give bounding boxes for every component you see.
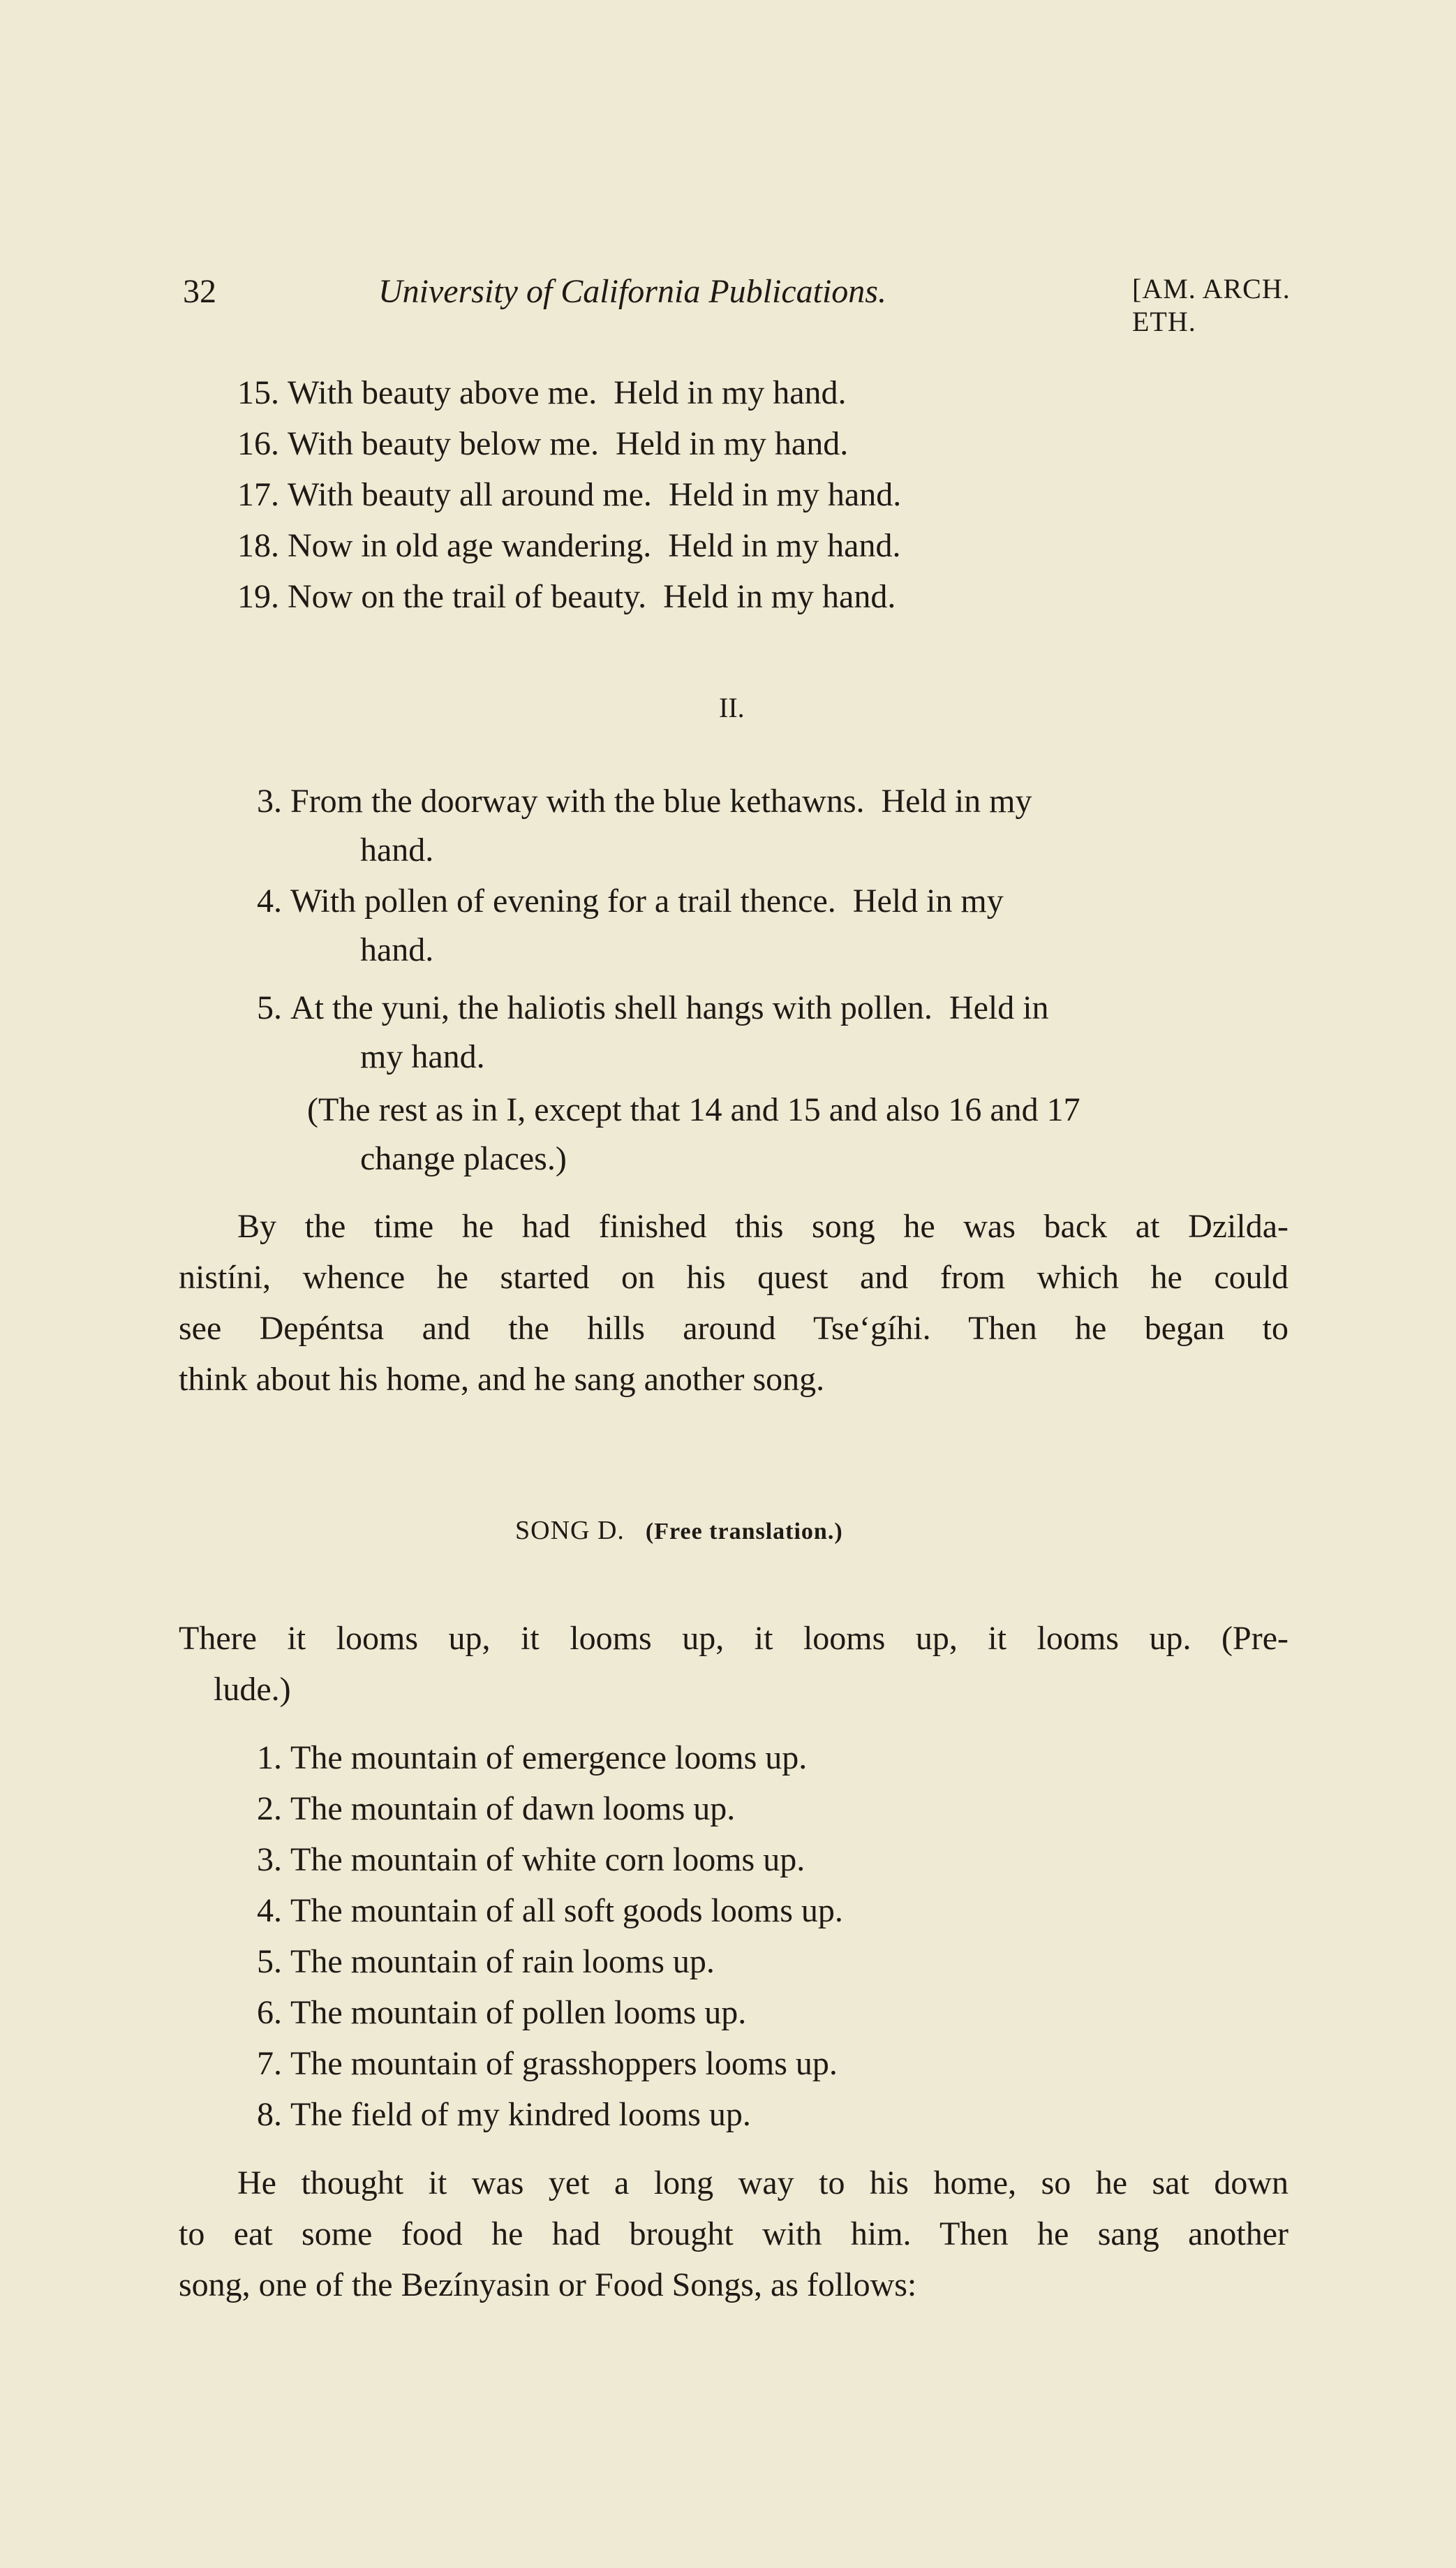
- item-number: 6.: [257, 1994, 282, 2031]
- item-text: The mountain of dawn looms up.: [290, 1790, 736, 1827]
- list-item: [257, 1993, 746, 2032]
- list-item: [257, 2044, 838, 2083]
- prelude-line: There it looms up, it looms up, it looms up, it looms up. (Pre-: [179, 1620, 1288, 1657]
- item-text: Now on the trail of beauty. Held in my hand.: [288, 578, 896, 615]
- list-item: [257, 1942, 715, 1982]
- item-text: Now in old age wandering. Held in my hand.: [288, 527, 901, 564]
- list-item: [257, 2095, 751, 2134]
- list-item: [257, 989, 1049, 1028]
- item-number: 17.: [237, 476, 279, 513]
- item-number: 4.: [257, 1892, 282, 1929]
- paragraph: [179, 1201, 1288, 1405]
- list-item-continuation: hand.: [360, 931, 434, 968]
- item-number: 18.: [237, 527, 279, 564]
- item-text: The mountain of white corn looms up.: [290, 1841, 805, 1878]
- song-heading: [515, 1515, 843, 1546]
- list-item: [237, 475, 901, 515]
- list-item-continuation: my hand.: [360, 1038, 485, 1075]
- section-heading: II.: [719, 692, 745, 723]
- item-text: With beauty all around me. Held in my hand.: [288, 476, 902, 513]
- item-text: From the doorway with the blue kethawns. Held in my: [290, 783, 1032, 820]
- list-item: [257, 882, 1004, 921]
- note-continuation: change places.): [360, 1140, 567, 1177]
- series-abbreviation: [AM. ARCH. ETH.: [1132, 273, 1291, 337]
- song-title: SONG D.: [515, 1516, 625, 1545]
- item-number: 15.: [237, 374, 279, 411]
- item-text: The mountain of grasshoppers looms up.: [290, 2045, 838, 2082]
- item-number: 7.: [257, 2045, 282, 2082]
- item-text: The mountain of pollen looms up.: [290, 1994, 747, 2031]
- item-number: 19.: [237, 578, 279, 615]
- prelude: [179, 1613, 1288, 1715]
- item-text: With beauty below me. Held in my hand.: [288, 425, 849, 462]
- item-number: 1.: [257, 1739, 282, 1776]
- prelude-line: lude.): [214, 1671, 291, 1708]
- item-number: 3.: [257, 783, 282, 820]
- publication-title: University of California Publications.: [378, 273, 886, 310]
- paragraph-line: By the time he had finished this song he was back at Dzilda-: [237, 1208, 1288, 1245]
- paragraph: [179, 2157, 1288, 2310]
- paragraph-line: to eat some food he had brought with him. Then he sang another: [179, 2215, 1288, 2252]
- list-item: [257, 1891, 843, 1931]
- item-number: 4.: [257, 883, 282, 920]
- paragraph-line: see Depéntsa and the hills around Tse‘gíhi. Then he began to: [179, 1310, 1288, 1347]
- list-item-continuation: hand.: [360, 832, 434, 869]
- paragraph-line: think about his home, and he sang another song.: [179, 1361, 825, 1398]
- song-subtitle: (Free translation.): [645, 1519, 843, 1544]
- item-text: The mountain of emergence looms up.: [290, 1739, 808, 1776]
- running-header: [183, 272, 1300, 337]
- paragraph-line: song, one of the Bezínyasin or Food Songs, as follows:: [179, 2266, 917, 2303]
- list-item: [257, 1840, 805, 1880]
- list-item: [237, 577, 896, 617]
- item-number: 16.: [237, 425, 279, 462]
- list-item: [257, 782, 1032, 821]
- item-text: The field of my kindred looms up.: [290, 2096, 751, 2133]
- item-text: With pollen of evening for a trail thence. Held in my: [290, 883, 1004, 920]
- list-item: [257, 1739, 807, 1778]
- list-item: [237, 526, 900, 566]
- item-number: 5.: [257, 989, 282, 1026]
- list-item: [237, 425, 848, 464]
- item-number: 3.: [257, 1841, 282, 1878]
- item-text: With beauty above me. Held in my hand.: [288, 374, 847, 411]
- item-text: At the yuni, the haliotis shell hangs with pollen. Held in: [290, 989, 1049, 1026]
- item-number: 8.: [257, 2096, 282, 2133]
- page-number: 32: [183, 273, 216, 310]
- item-text: The mountain of rain looms up.: [290, 1943, 715, 1980]
- list-item: [237, 374, 847, 413]
- list-item: [257, 1790, 735, 1829]
- note: (The rest as in I, except that 14 and 15 and also 16 and 17: [307, 1091, 1080, 1128]
- paragraph-line: nistíni, whence he started on his quest and from which he could: [179, 1259, 1288, 1296]
- item-text: The mountain of all soft goods looms up.: [290, 1892, 843, 1929]
- item-number: 5.: [257, 1943, 282, 1980]
- paragraph-line: He thought it was yet a long way to his home, so he sat down: [237, 2164, 1288, 2201]
- item-number: 2.: [257, 1790, 282, 1827]
